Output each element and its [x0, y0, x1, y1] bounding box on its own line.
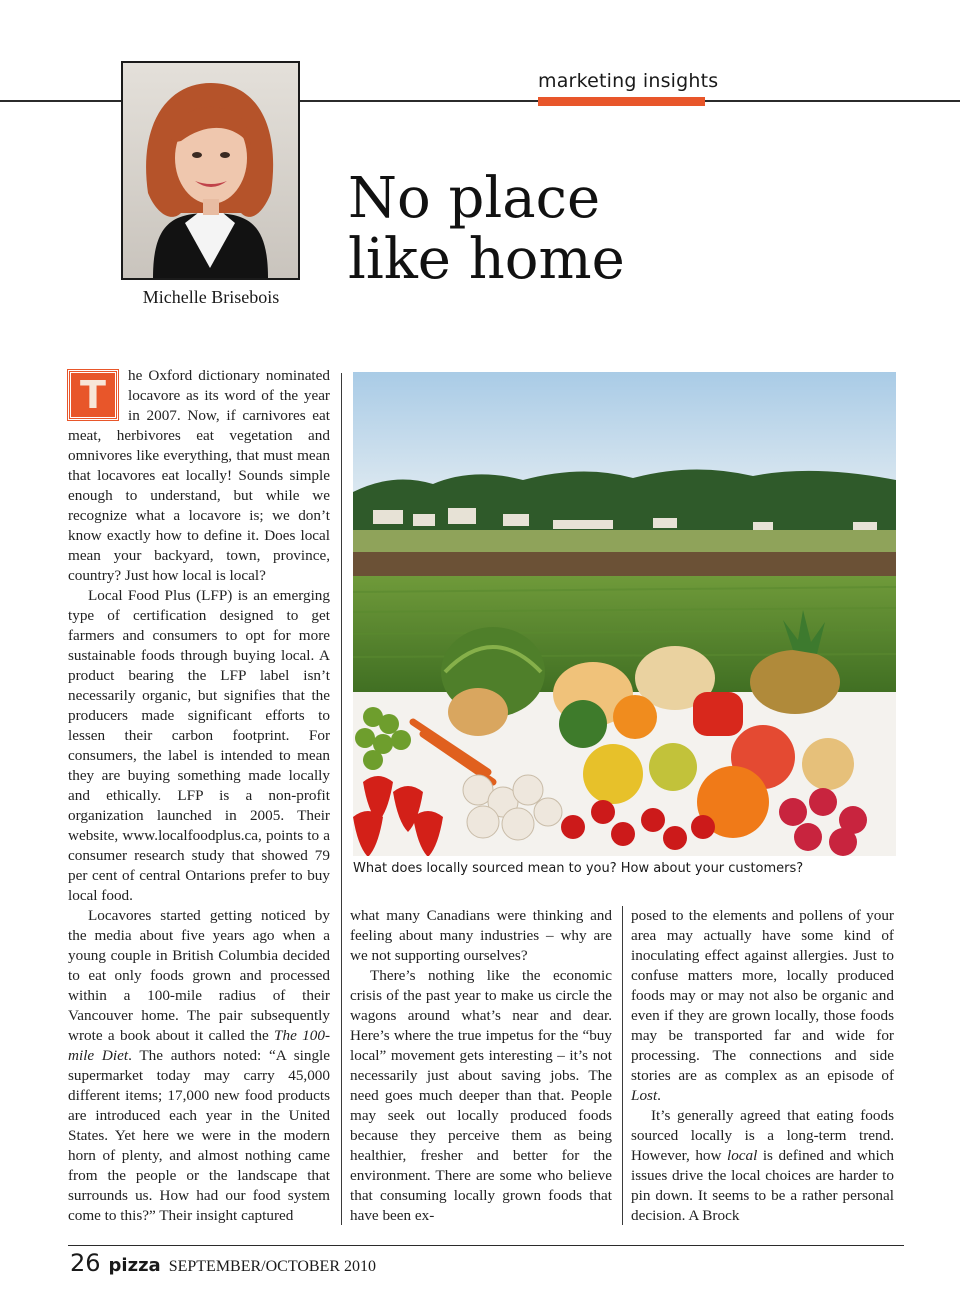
- author-name: Michelle Brisebois: [142, 287, 280, 307]
- magazine-name: pizza: [108, 1255, 161, 1276]
- title-line-1: No place: [348, 166, 601, 231]
- show-title: Lost: [631, 1087, 658, 1104]
- paragraph: Local Food Plus (LFP) is an emerging type of certification designed to get farmers and consumers to opt for more sustainable foods through buying local. A product bearing the LFP label isn’t necessarily organic, but signifies that the producers made significant efforts to lessen their carbon footprint. For consumers, the label is intended to mean they are buying something made locally and ethically. LFP is a non-profit organization launched in 2005. Their website, www.localfoodplus.ca, points to a consumer research study that showed 79 per cent of central Ontarions prefer to buy local food.: [68, 587, 330, 904]
- paragraph: T he Oxford dictionary nominated locavore as its word of the year in 2007. Now, if carnivores eat meat, herbivores eat vegetation and omnivores like everything, that must mean that locavores eat locally! Sounds simple enough to understand, but while we recognize what a locavore is; we don’t know exactly how to define it. Does local mean your backyard, town, province, country? Just how local is local?: [68, 367, 330, 584]
- emphasis: local: [726, 1147, 758, 1164]
- drop-cap: T: [68, 370, 118, 420]
- paragraph: There’s nothing like the economic crisis of the past year to make us circle the wagons around what’s near and dear. Here’s where the true impetus for the “buy local” movement gets interesting – it’s not necessarily just about saving jobs. The need goes much deeper than that. People may seek out locally produced foods because they perceive them as being healthier, fresher and better for the environment. There are some who believe that consuming locally grown foods that have been ex-: [350, 967, 612, 1224]
- section-accent-bar: [538, 97, 705, 106]
- column-divider: [341, 373, 342, 1225]
- bottom-rule: [68, 1245, 904, 1246]
- page-footer: [70, 1249, 376, 1277]
- column-divider: [622, 906, 623, 1225]
- article-column-3: [631, 906, 894, 1226]
- paragraph: It’s generally agreed that eating foods sourced locally is a long-term trend. However, how local is defined and which issues drive the local choices are harder to pin down. It seems to be a rather personal decision. A Brock: [631, 1107, 895, 1224]
- photo-caption: What does locally sourced mean to you? How about your customers?: [353, 861, 804, 876]
- paragraph: posed to the elements and pollens of your area may actually have some kind of inoculating effect against allergies. Just to confuse matters more, locally produced foods may or may not also be organic and even if they are grown locally, those foods may be transported far and wide for processing. The connections and side stories are as complex as an episode of Lost.: [631, 907, 894, 1104]
- article-title: [348, 168, 768, 290]
- book-title: The 100-mile Diet: [68, 1027, 331, 1064]
- page-number: 26: [70, 1249, 101, 1277]
- author-portrait-icon: [123, 63, 298, 278]
- article-column-1: [68, 366, 330, 1226]
- article-column-2: [350, 906, 612, 1226]
- title-line-2: like home: [348, 227, 625, 292]
- paragraph: what many Canadians were thinking and feeling about many industries – why are we not supporting ourselves?: [350, 907, 612, 964]
- farm-produce-photo: [353, 372, 896, 856]
- issue-date: SEPTEMBER/OCTOBER 2010: [168, 1258, 376, 1275]
- section-label: marketing insights: [538, 70, 719, 92]
- paragraph: Locavores started getting noticed by the media about five years ago when a young couple in British Columbia decided to eat only foods grown and processed within a 100-mile radius of their Vancouver home. The pair subsequently wrote a book about it called the The 100-mile Diet. The authors noted: “A single supermarket today may carry 45,000 different items; 17,000 new food products are introduced each year in the United States. Yet here we were in the modern horn of plenty, and almost nothing came from the people or the landscape that surrounds us. How had our food system come to this?” Their insight captured: [68, 907, 331, 1224]
- farm-produce-photo-icon: [353, 372, 896, 856]
- author-photo: [121, 61, 300, 280]
